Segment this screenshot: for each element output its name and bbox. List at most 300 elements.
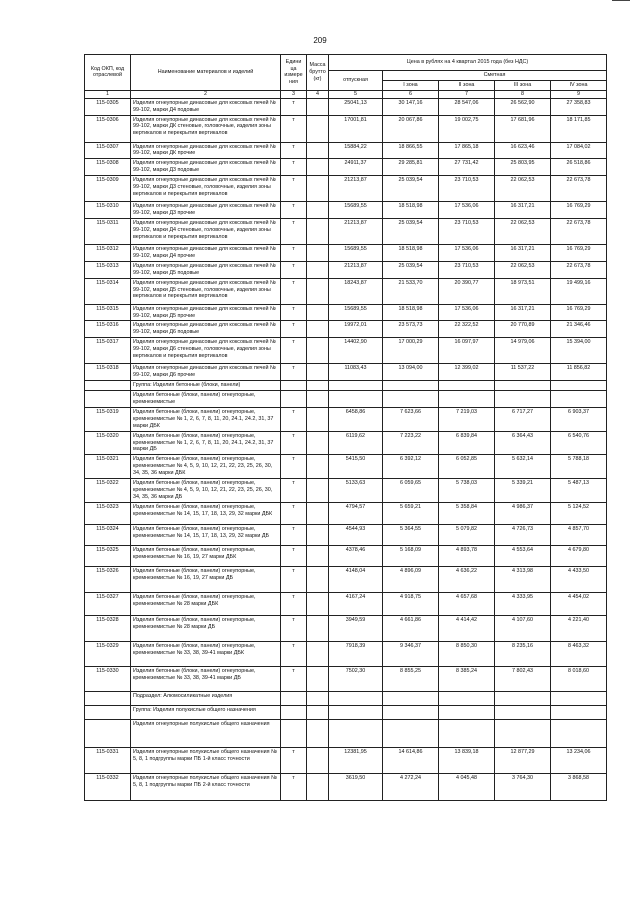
row-zone4-price: 26 518,86	[551, 159, 607, 176]
row-zone2-price: 17 536,06	[439, 202, 495, 219]
row-code: 115-0322	[85, 479, 131, 503]
table-row	[85, 142, 607, 159]
row-mass	[307, 502, 329, 524]
row-code	[85, 381, 131, 391]
table-row	[85, 159, 607, 176]
row-mass	[307, 202, 329, 219]
group-row	[85, 691, 607, 705]
row-zone4-price: 27 358,83	[551, 98, 607, 115]
row-release-price: 15689,55	[329, 304, 383, 321]
row-zone2-price: 4 045,48	[439, 773, 495, 800]
table-row	[85, 615, 607, 641]
col-index: 2	[131, 90, 281, 98]
row-release-price	[329, 391, 383, 408]
row-code: 115-0316	[85, 321, 131, 338]
row-zone4-price: 4 454,02	[551, 592, 607, 615]
row-unit: т	[281, 615, 307, 641]
row-code: 115-0319	[85, 407, 131, 431]
row-unit: т	[281, 244, 307, 261]
row-unit: т	[281, 566, 307, 592]
row-zone1-price	[383, 719, 439, 747]
row-code: 115-0314	[85, 278, 131, 304]
row-unit: т	[281, 115, 307, 142]
row-mass	[307, 455, 329, 479]
row-name: Изделия огнеупорные динасовые для коксовых печей № 99-102, марки Д5 стеновые, головочные, изделия зоны вертикалов и перекрытия вертикалов	[131, 278, 281, 304]
row-code: 115-0311	[85, 218, 131, 244]
table-row	[85, 407, 607, 431]
page-number: 209	[313, 36, 327, 45]
row-zone3-price: 22 062,53	[495, 218, 551, 244]
row-name: Изделия огнеупорные динасовые для коксовых печей № 99-102, марки ДК прочие	[131, 142, 281, 159]
row-zone2-price: 17 536,06	[439, 304, 495, 321]
row-zone2-price: 4 636,22	[439, 566, 495, 592]
row-zone3-price: 3 764,30	[495, 773, 551, 800]
row-name: Группа: Изделия полукислые общего назначения	[131, 705, 281, 719]
row-zone2-price: 8 385,24	[439, 666, 495, 691]
row-zone4-price: 5 487,13	[551, 479, 607, 503]
table-row	[85, 176, 607, 202]
row-mass	[307, 666, 329, 691]
row-zone4-price: 22 673,78	[551, 176, 607, 202]
row-zone2-price: 12 399,02	[439, 364, 495, 381]
row-zone2-price: 23 710,53	[439, 261, 495, 278]
row-name: Изделия огнеупорные динасовые для коксовых печей № 99-102, марки Д5 подовые	[131, 261, 281, 278]
row-code: 115-0326	[85, 566, 131, 592]
row-zone4-price: 4 857,70	[551, 524, 607, 545]
col-header-zone1: I зона	[383, 80, 439, 90]
row-release-price	[329, 691, 383, 705]
row-name: Изделия огнеупорные динасовые для коксовых печей № 99-102, марки Д6 прочие	[131, 364, 281, 381]
row-zone1-price: 25 039,54	[383, 261, 439, 278]
row-release-price: 4378,46	[329, 545, 383, 566]
row-zone4-price: 16 769,29	[551, 244, 607, 261]
row-zone3-price: 22 062,53	[495, 176, 551, 202]
row-zone2-price: 4 657,68	[439, 592, 495, 615]
row-release-price: 21213,87	[329, 218, 383, 244]
row-zone1-price: 5 659,21	[383, 502, 439, 524]
row-release-price	[329, 381, 383, 391]
row-unit: т	[281, 747, 307, 773]
row-zone2-price	[439, 705, 495, 719]
row-mass	[307, 98, 329, 115]
row-zone3-price: 17 681,96	[495, 115, 551, 142]
row-zone2-price	[439, 719, 495, 747]
row-zone4-price	[551, 391, 607, 408]
row-mass	[307, 244, 329, 261]
row-zone3-price: 12 877,29	[495, 747, 551, 773]
row-unit: т	[281, 502, 307, 524]
row-zone2-price	[439, 381, 495, 391]
row-mass	[307, 338, 329, 364]
table-row	[85, 545, 607, 566]
row-zone2-price: 7 219,03	[439, 407, 495, 431]
row-code: 115-0313	[85, 261, 131, 278]
row-name: Изделия бетонные (блоки, панели) огнеупорные, кремнеземистые № 28 марки ДБК	[131, 592, 281, 615]
row-code: 115-0323	[85, 502, 131, 524]
row-zone2-price	[439, 391, 495, 408]
col-header-mass: Масса брутто (кг)	[307, 55, 329, 91]
table-row	[85, 364, 607, 381]
row-zone3-price: 16 317,21	[495, 202, 551, 219]
row-zone3-price: 8 235,16	[495, 641, 551, 666]
row-name: Изделия огнеупорные динасовые для коксовых печей № 99-102, марки Д4 прочие	[131, 244, 281, 261]
row-unit	[281, 691, 307, 705]
row-zone3-price: 14 979,06	[495, 338, 551, 364]
row-zone2-price: 28 547,06	[439, 98, 495, 115]
row-code: 115-0308	[85, 159, 131, 176]
table-row	[85, 304, 607, 321]
row-zone3-price: 18 973,51	[495, 278, 551, 304]
row-code: 115-0315	[85, 304, 131, 321]
row-zone3-price: 7 802,43	[495, 666, 551, 691]
row-release-price	[329, 719, 383, 747]
row-zone3-price: 6 717,27	[495, 407, 551, 431]
table-row	[85, 244, 607, 261]
row-zone2-price: 8 850,30	[439, 641, 495, 666]
row-release-price: 14402,90	[329, 338, 383, 364]
row-code: 115-0318	[85, 364, 131, 381]
row-code: 115-0320	[85, 431, 131, 455]
row-zone3-price: 16 623,46	[495, 142, 551, 159]
row-zone1-price: 4 661,86	[383, 615, 439, 641]
col-index: 6	[383, 90, 439, 98]
row-release-price: 21213,87	[329, 261, 383, 278]
table-row	[85, 338, 607, 364]
table-row	[85, 278, 607, 304]
row-zone1-price: 8 855,25	[383, 666, 439, 691]
row-zone2-price: 23 710,53	[439, 176, 495, 202]
row-unit: т	[281, 773, 307, 800]
row-zone1-price: 5 168,09	[383, 545, 439, 566]
row-zone3-price: 4 107,60	[495, 615, 551, 641]
row-mass	[307, 545, 329, 566]
row-zone2-price: 17 865,18	[439, 142, 495, 159]
row-name: Изделия бетонные (блоки, панели) огнеупорные, кремнеземистые № 28 марки ДБ	[131, 615, 281, 641]
row-mass	[307, 391, 329, 408]
row-code: 115-0327	[85, 592, 131, 615]
row-zone4-price: 6 540,76	[551, 431, 607, 455]
row-zone1-price: 4 896,09	[383, 566, 439, 592]
table-row	[85, 666, 607, 691]
row-mass	[307, 176, 329, 202]
row-zone1-price: 18 518,98	[383, 304, 439, 321]
row-zone2-price: 5 358,84	[439, 502, 495, 524]
row-unit	[281, 381, 307, 391]
row-unit: т	[281, 407, 307, 431]
row-code: 115-0330	[85, 666, 131, 691]
row-release-price: 18243,87	[329, 278, 383, 304]
row-zone3-price: 4 333,95	[495, 592, 551, 615]
row-unit: т	[281, 431, 307, 455]
row-zone4-price: 5 788,18	[551, 455, 607, 479]
row-mass	[307, 747, 329, 773]
col-header-estimate: Сметная	[383, 71, 607, 81]
row-zone4-price: 5 124,52	[551, 502, 607, 524]
row-release-price: 5415,50	[329, 455, 383, 479]
row-mass	[307, 615, 329, 641]
row-mass	[307, 381, 329, 391]
table-row	[85, 747, 607, 773]
col-index: 5	[329, 90, 383, 98]
row-unit: т	[281, 479, 307, 503]
row-mass	[307, 705, 329, 719]
row-zone2-price: 5 079,82	[439, 524, 495, 545]
row-name: Изделия огнеупорные динасовые для коксовых печей № 99-102, марки Д3 подовые	[131, 159, 281, 176]
row-zone4-price: 4 433,50	[551, 566, 607, 592]
row-release-price: 4544,93	[329, 524, 383, 545]
row-zone1-price: 18 518,98	[383, 244, 439, 261]
row-zone3-price: 26 562,90	[495, 98, 551, 115]
col-header-zone3: III зона	[495, 80, 551, 90]
row-unit: т	[281, 338, 307, 364]
row-zone3-price: 5 632,14	[495, 455, 551, 479]
table-row	[85, 321, 607, 338]
row-zone1-price: 25 039,54	[383, 218, 439, 244]
row-name: Изделия огнеупорные полукислые общего назначения № 5, 8, 1 подгруппы марки ПБ 2-й класс точности	[131, 773, 281, 800]
row-name: Изделия огнеупорные динасовые для коксовых печей № 99-102, марки Д4 стеновые, головочные, изделия зоны вертикалов и перекрытия вертикалов	[131, 218, 281, 244]
table-row	[85, 261, 607, 278]
row-code: 115-0307	[85, 142, 131, 159]
row-zone3-price: 4 726,73	[495, 524, 551, 545]
row-code: 115-0332	[85, 773, 131, 800]
row-unit	[281, 719, 307, 747]
row-zone2-price: 4 414,42	[439, 615, 495, 641]
row-zone2-price: 20 390,77	[439, 278, 495, 304]
row-mass	[307, 566, 329, 592]
row-unit: т	[281, 159, 307, 176]
row-zone4-price: 8 463,32	[551, 641, 607, 666]
row-code	[85, 691, 131, 705]
row-zone4-price: 22 673,78	[551, 261, 607, 278]
row-zone1-price	[383, 691, 439, 705]
row-zone4-price	[551, 719, 607, 747]
row-mass	[307, 261, 329, 278]
row-zone1-price: 23 573,73	[383, 321, 439, 338]
row-name: Изделия бетонные (блоки, панели) огнеупорные, кремнеземистые № 4, 5, 9, 10, 12, 21, 22, 23, 25, 26, 30, 34, 35, 36 марки ДБ	[131, 479, 281, 503]
row-zone4-price: 22 673,78	[551, 218, 607, 244]
table-row	[85, 115, 607, 142]
row-name: Изделия бетонные (блоки, панели) огнеупорные, кремнеземистые № 33, 38, 39-41 марки ДБ	[131, 666, 281, 691]
col-header-unit: Едини ца измере ния	[281, 55, 307, 91]
row-zone3-price: 20 770,89	[495, 321, 551, 338]
row-zone4-price	[551, 381, 607, 391]
row-zone4-price: 16 769,29	[551, 304, 607, 321]
row-name: Изделия огнеупорные динасовые для коксовых печей № 99-102, марки Д3 прочие	[131, 202, 281, 219]
row-name: Изделия бетонные (блоки, панели) огнеупорные, кремнеземистые № 16, 19, 27 марки ДБК	[131, 545, 281, 566]
row-mass	[307, 364, 329, 381]
row-unit: т	[281, 666, 307, 691]
row-unit	[281, 391, 307, 408]
row-zone4-price: 16 769,29	[551, 202, 607, 219]
row-zone3-price	[495, 381, 551, 391]
group-row	[85, 719, 607, 747]
row-release-price: 15884,22	[329, 142, 383, 159]
row-name: Изделия огнеупорные полукислые общего назначения № 5, 8, 1 подгруппы марки ПБ 1-й класс точности	[131, 747, 281, 773]
row-unit: т	[281, 545, 307, 566]
row-mass	[307, 431, 329, 455]
row-zone1-price: 18 866,55	[383, 142, 439, 159]
row-zone3-price: 4 553,64	[495, 545, 551, 566]
row-mass	[307, 691, 329, 705]
col-index: 7	[439, 90, 495, 98]
row-unit: т	[281, 278, 307, 304]
row-zone3-price: 4 986,37	[495, 502, 551, 524]
row-code: 115-0312	[85, 244, 131, 261]
row-release-price: 6458,86	[329, 407, 383, 431]
table-row	[85, 455, 607, 479]
row-name: Изделия бетонные (блоки, панели) огнеупорные, кремнеземистые № 14, 15, 17, 18, 13, 29, 32 марки ДБ	[131, 524, 281, 545]
row-unit: т	[281, 304, 307, 321]
row-zone2-price: 16 097,97	[439, 338, 495, 364]
row-zone1-price	[383, 705, 439, 719]
row-zone3-price: 22 062,53	[495, 261, 551, 278]
row-zone1-price: 4 918,75	[383, 592, 439, 615]
row-name: Изделия огнеупорные динасовые для коксовых печей № 99-102, марки ДК стеновые, головочные, изделия зоны вертикалов и перекрытия вертикалов	[131, 115, 281, 142]
col-header-release: отпускная	[329, 71, 383, 91]
row-unit: т	[281, 455, 307, 479]
table-row	[85, 566, 607, 592]
table-row	[85, 218, 607, 244]
table-row	[85, 592, 607, 615]
row-zone4-price	[551, 705, 607, 719]
row-zone3-price: 11 537,22	[495, 364, 551, 381]
row-mass	[307, 719, 329, 747]
col-header-zone4: IV зона	[551, 80, 607, 90]
row-unit: т	[281, 592, 307, 615]
row-release-price: 4167,24	[329, 592, 383, 615]
table-row	[85, 773, 607, 800]
table-row	[85, 202, 607, 219]
col-index: 9	[551, 90, 607, 98]
row-release-price	[329, 705, 383, 719]
row-mass	[307, 115, 329, 142]
row-code	[85, 391, 131, 408]
row-code: 115-0309	[85, 176, 131, 202]
row-zone1-price	[383, 381, 439, 391]
row-mass	[307, 218, 329, 244]
row-zone2-price: 4 893,78	[439, 545, 495, 566]
row-release-price: 7502,30	[329, 666, 383, 691]
row-zone2-price: 23 710,53	[439, 218, 495, 244]
table-row	[85, 524, 607, 545]
row-zone1-price: 7 623,66	[383, 407, 439, 431]
row-zone1-price	[383, 391, 439, 408]
row-name: Изделия огнеупорные полукислые общего назначения	[131, 719, 281, 747]
row-unit: т	[281, 261, 307, 278]
row-release-price: 4148,04	[329, 566, 383, 592]
row-zone3-price	[495, 691, 551, 705]
row-unit: т	[281, 176, 307, 202]
table-row	[85, 479, 607, 503]
row-zone3-price: 16 317,21	[495, 304, 551, 321]
row-unit: т	[281, 142, 307, 159]
row-code: 115-0329	[85, 641, 131, 666]
row-zone1-price: 9 346,37	[383, 641, 439, 666]
col-header-zone2: II зона	[439, 80, 495, 90]
row-mass	[307, 641, 329, 666]
row-zone3-price: 5 339,21	[495, 479, 551, 503]
row-zone1-price: 20 067,86	[383, 115, 439, 142]
row-release-price: 4794,57	[329, 502, 383, 524]
row-zone1-price: 30 147,16	[383, 98, 439, 115]
table-row	[85, 98, 607, 115]
row-release-price: 25041,13	[329, 98, 383, 115]
row-code: 115-0310	[85, 202, 131, 219]
row-zone4-price: 6 903,37	[551, 407, 607, 431]
row-unit: т	[281, 202, 307, 219]
row-mass	[307, 407, 329, 431]
row-code: 115-0305	[85, 98, 131, 115]
row-zone1-price: 7 223,22	[383, 431, 439, 455]
row-code	[85, 705, 131, 719]
row-code: 115-0331	[85, 747, 131, 773]
row-name: Изделия огнеупорные динасовые для коксовых печей № 99-102, марки Д6 подовые	[131, 321, 281, 338]
row-zone2-price: 6 052,85	[439, 455, 495, 479]
row-mass	[307, 159, 329, 176]
col-header-price: Цена в рублях на 4 квартал 2015 года (без НДС)	[329, 55, 607, 71]
row-release-price: 19972,01	[329, 321, 383, 338]
row-release-price: 3619,50	[329, 773, 383, 800]
row-zone2-price: 5 738,03	[439, 479, 495, 503]
row-release-price: 5133,63	[329, 479, 383, 503]
row-release-price: 24911,37	[329, 159, 383, 176]
row-unit: т	[281, 524, 307, 545]
row-zone1-price: 6 392,12	[383, 455, 439, 479]
row-release-price: 12381,95	[329, 747, 383, 773]
row-release-price: 17001,81	[329, 115, 383, 142]
row-zone3-price: 6 364,43	[495, 431, 551, 455]
group-row	[85, 381, 607, 391]
row-unit: т	[281, 364, 307, 381]
row-mass	[307, 304, 329, 321]
row-zone4-price: 19 499,16	[551, 278, 607, 304]
corner-mark	[612, 0, 630, 1]
row-unit: т	[281, 218, 307, 244]
row-mass	[307, 592, 329, 615]
col-index: 4	[307, 90, 329, 98]
row-zone4-price: 4 679,80	[551, 545, 607, 566]
row-unit	[281, 705, 307, 719]
row-code: 115-0325	[85, 545, 131, 566]
row-release-price: 3949,59	[329, 615, 383, 641]
group-row	[85, 705, 607, 719]
row-zone4-price	[551, 691, 607, 705]
row-zone1-price: 29 285,81	[383, 159, 439, 176]
row-code: 115-0321	[85, 455, 131, 479]
row-code: 115-0328	[85, 615, 131, 641]
row-zone3-price	[495, 719, 551, 747]
row-name: Группа: Изделия бетонные (блоки, панели)	[131, 381, 281, 391]
row-code: 115-0306	[85, 115, 131, 142]
row-zone4-price: 3 868,58	[551, 773, 607, 800]
row-zone4-price: 17 084,02	[551, 142, 607, 159]
row-release-price: 7918,39	[329, 641, 383, 666]
row-name: Изделия бетонные (блоки, панели) огнеупорные, кремнеземистые № 14, 15, 17, 18, 13, 29, 32 марки ДБК	[131, 502, 281, 524]
row-mass	[307, 278, 329, 304]
group-row	[85, 391, 607, 408]
row-zone1-price: 5 364,55	[383, 524, 439, 545]
row-zone1-price: 6 059,65	[383, 479, 439, 503]
row-name: Изделия огнеупорные динасовые для коксовых печей № 99-102, марки Д6 стеновые, головочные, изделия зоны вертикалов и перекрытия вертикалов	[131, 338, 281, 364]
row-zone3-price: 25 803,95	[495, 159, 551, 176]
row-zone1-price: 17 000,29	[383, 338, 439, 364]
table-row	[85, 502, 607, 524]
row-name: Изделия бетонные (блоки, панели) огнеупорные, кремнеземистые № 33, 38, 39-41 марки ДБК	[131, 641, 281, 666]
row-release-price: 21213,87	[329, 176, 383, 202]
col-header-name: Наименование материалов и изделий	[131, 55, 281, 91]
row-code: 115-0324	[85, 524, 131, 545]
col-index: 1	[85, 90, 131, 98]
